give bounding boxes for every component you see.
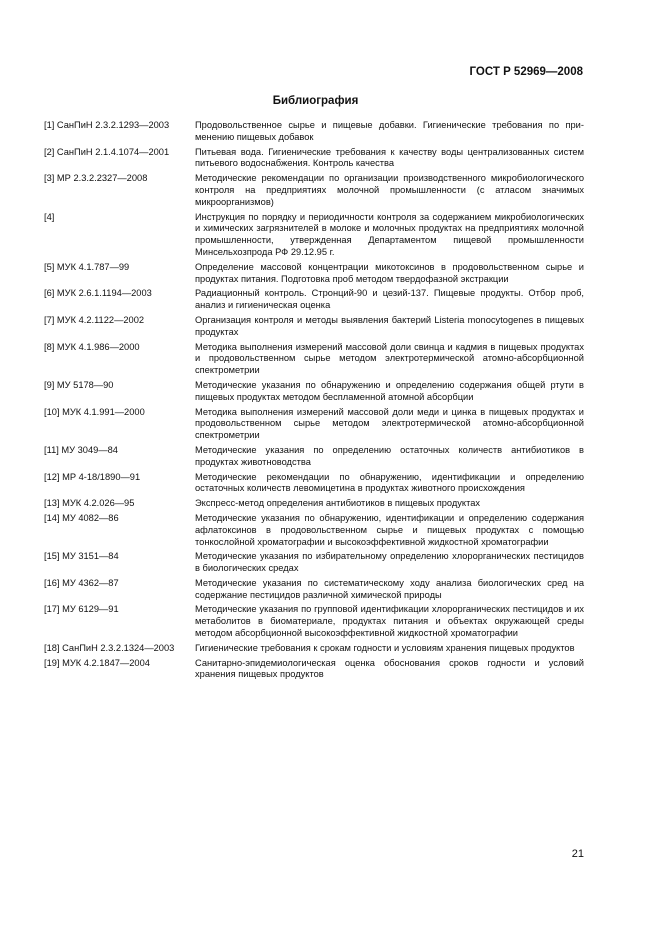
entry-reference: [16] МУ 4362—87 [44, 577, 119, 588]
page-number: 21 [571, 848, 584, 860]
entry-reference: [12] МР 4-18/1890—91 [44, 471, 141, 482]
entry-reference: [9] МУ 5178—90 [44, 379, 114, 390]
entry-description: Определение массовой концентрации микотоксинов в продовольственном сырье и продуктах питания. Подготовка проб методом твердофазной экстракции [195, 261, 584, 284]
entry-reference: [17] МУ 6129—91 [44, 604, 119, 615]
bibliography-list [44, 120, 584, 684]
entry-description: Методические рекомендации по организации производственного микробиологического контроля на предприятиях молочной промышленности (с атласом значимых микроорганизмов) [195, 173, 584, 207]
bibliography-entry [44, 288, 584, 312]
bibliography-entry [44, 445, 584, 469]
bibliography-entry [44, 212, 584, 259]
bibliography-entry [44, 120, 584, 144]
entry-description: Экспресс-метод определения антибиотиков в пищевых продуктах [195, 498, 481, 509]
entry-description: Организация контроля и методы выявления бактерий Listeria monocytogenes в пищевых продуктах [195, 314, 584, 337]
entry-reference: [2] СанПиН 2.1.4.1074—2001 [44, 146, 170, 157]
entry-description: Инструкция по порядку и периодичности контроля за содержанием микробиологических и химических загрязнителей в молоке и молочных продуктах на предприятиях молочной промышленности, утвержденная Департаментом пищевой промышленности Минсельхозпрода РФ 29.12.95 г. [195, 211, 584, 257]
page-title: Библиография [272, 95, 359, 107]
entry-reference: [3] МР 2.3.2.2327—2008 [44, 173, 148, 184]
entry-reference: [19] МУК 4.2.1847—2004 [44, 657, 150, 668]
bibliography-entry [44, 513, 584, 548]
entry-description: Радиационный контроль. Стронций-90 и цезий-137. Пищевые продукты. Отбор проб, анализ и гигиеническая оценка [195, 288, 584, 311]
bibliography-entry [44, 658, 584, 682]
entry-reference: [14] МУ 4082—86 [44, 512, 119, 523]
bibliography-entry [44, 380, 584, 404]
entry-description: Методика выполнения измерений массовой доли свинца и кадмия в пищевых продуктах и продовольственном сырье методом электротермической атомно-абсорбционной спектрометрии [195, 341, 584, 376]
entry-reference: [1] СанПиН 2.3.2.1293—2003 [44, 120, 170, 130]
bibliography-entry [44, 472, 584, 496]
entry-reference: [11] МУ 3049—84 [44, 444, 118, 455]
bibliography-entry [44, 551, 584, 575]
bibliography-entry [44, 578, 584, 602]
entry-description: Методические указания по систематическому ходу анализа биологических сред на содержание пестицидов различной химической природы [195, 577, 584, 600]
bibliography-entry [44, 407, 584, 442]
entry-reference: [18] СанПиН 2.3.2.1324—2003 [44, 642, 175, 653]
entry-reference: [7] МУК 4.2.1122—2002 [44, 314, 145, 325]
document-header: ГОСТ Р 52969—2008 [469, 66, 583, 78]
entry-description: Методические указания по обнаружению, идентификации и определению содержания афлатоксинов в продовольственном сырье и пищевых продуктах с помощью тонкослойной хроматографии и высокоэффективной жидкостной хроматографии [195, 512, 584, 547]
bibliography-entry [44, 262, 584, 286]
entry-reference: [13] МУК 4.2.026—95 [44, 498, 135, 509]
entry-description: Питьевая вода. Гигиенические требования к качеству воды централизованных систем питьевого водоснабжения. Контроль качества [195, 146, 584, 169]
bibliography-entry [44, 342, 584, 377]
entry-reference: [4] [44, 211, 55, 222]
entry-description: Методические рекомендации по обнаружению, идентификации и определению остаточных количеств левомицетина в продуктах животного происхождения [195, 471, 584, 494]
entry-reference: [6] МУК 2.6.1.1194—2003 [44, 288, 152, 299]
bibliography-entry [44, 315, 584, 339]
entry-reference: [15] МУ 3151—84 [44, 551, 119, 562]
entry-description: Санитарно-эпидемиологическая оценка обоснования сроков годности и условий хранения пищевых продуктов [195, 657, 584, 680]
bibliography-entry [44, 147, 584, 171]
bibliography-entry [44, 173, 584, 208]
entry-description: Гигиенические требования к срокам годности и условиям хранения пищевых продуктов [195, 642, 575, 653]
bibliography-entry [44, 643, 584, 655]
entry-reference: [8] МУК 4.1.986—2000 [44, 341, 140, 352]
bibliography-entry [44, 604, 584, 639]
entry-description: Методические указания по избирательному определению хлорорганических пестицидов в биологических средах [195, 551, 584, 574]
entry-description: Продовольственное сырье и пищевые добавки. Гигиенические требования по применению пищевых добавок [195, 120, 584, 142]
bibliography-entry [44, 498, 584, 510]
entry-reference: [10] МУК 4.1.991—2000 [44, 406, 145, 417]
entry-description: Методические указания по определению остаточных количеств антибиотиков в продуктах животноводства [195, 444, 584, 467]
entry-reference: [5] МУК 4.1.787—99 [44, 261, 130, 272]
entry-description: Методика выполнения измерений массовой доли меди и цинка в пищевых продуктах и продовольственном сырье методом электротермической атомно-абсорбционной спектрометрии [195, 406, 584, 441]
entry-description: Методические указания по групповой идентификации хлорорганических пестицидов и их метаболитов в биоматериале, продуктах питания и объектах окружающей среды методом абсорбционной высокоэффективной жидкостной хроматографии [195, 604, 584, 639]
entry-description: Методические указания по обнаружению и определению содержания общей ртути в пищевых продуктах методом беспламенной атомной абсорбции [195, 379, 584, 402]
